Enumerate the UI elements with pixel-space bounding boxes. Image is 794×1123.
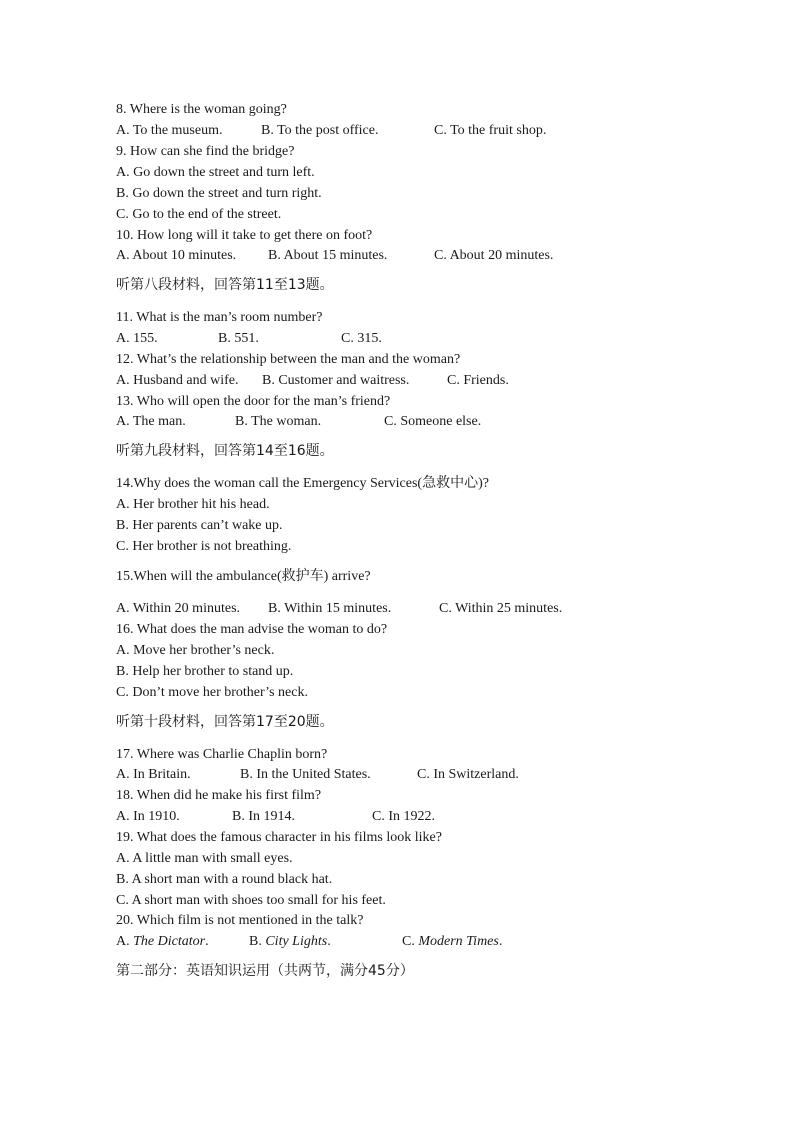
q18-option-b: B. In 1914. — [232, 809, 295, 824]
q20-option-b-prefix: B. — [249, 934, 266, 949]
q11-option-b: B. 551. — [218, 331, 259, 346]
q11-option-a: A. 155. — [116, 331, 158, 346]
q13-option-c: C. Someone else. — [384, 414, 482, 429]
q9-option-b: B. Go down the street and turn right. — [116, 186, 322, 201]
q14-option-a: A. Her brother hit his head. — [116, 497, 270, 512]
q9-option-c: C. Go to the end of the street. — [116, 207, 282, 222]
question-12-stem: 12. What’s the relationship between the man and the woman? — [116, 352, 461, 367]
question-19-stem: 19. What does the famous character in his films look like? — [116, 830, 442, 845]
question-10-stem: 10. How long will it take to get there on foot? — [116, 228, 373, 243]
part-2-heading: 第二部分：英语知识运用（共两节，满分45分） — [116, 963, 414, 979]
question-16-stem: 16. What does the man advise the woman to do? — [116, 622, 388, 637]
q13-option-a: A. The man. — [116, 414, 186, 429]
q8-option-a: A. To the museum. — [116, 123, 223, 138]
q20-option-a-prefix: A. — [116, 934, 134, 949]
q15-option-b: B. Within 15 minutes. — [268, 601, 392, 616]
q20-option-b-title: City Lights — [265, 934, 328, 949]
q8-option-c: C. To the fruit shop. — [434, 123, 547, 138]
q12-option-c: C. Friends. — [447, 373, 509, 388]
q20-option-b-suffix: . — [327, 934, 331, 949]
q20-option-a-title: The Dictator — [133, 934, 206, 949]
q20-option-a-suffix: . — [205, 934, 209, 949]
q8-option-b: B. To the post office. — [261, 123, 379, 138]
q18-option-c: C. In 1922. — [372, 809, 435, 824]
q16-option-a: A. Move her brother’s neck. — [116, 643, 275, 658]
q17-option-c: C. In Switzerland. — [417, 767, 519, 782]
q11-option-c: C. 315. — [341, 331, 382, 346]
q12-option-a: A. Husband and wife. — [116, 373, 239, 388]
q15-option-a: A. Within 20 minutes. — [116, 601, 241, 616]
question-9-stem: 9. How can she find the bridge? — [116, 144, 295, 159]
q13-option-b: B. The woman. — [235, 414, 322, 429]
q20-option-c — [402, 933, 502, 951]
q19-option-c: C. A short man with shoes too small for his feet. — [116, 893, 386, 908]
q10-option-c: C. About 20 minutes. — [434, 248, 554, 263]
q15-option-c: C. Within 25 minutes. — [439, 601, 563, 616]
section-10-heading: 听第十段材料，回答第17至20题。 — [116, 714, 334, 730]
section-8-heading: 听第八段材料，回答第11至13题。 — [116, 277, 334, 293]
q17-option-a: A. In Britain. — [116, 767, 191, 782]
q17-option-b: B. In the United States. — [240, 767, 371, 782]
question-14-stem: 14.Why does the woman call the Emergency Services(急救中心)? — [116, 476, 489, 491]
q16-option-c: C. Don’t move her brother’s neck. — [116, 685, 308, 700]
question-17-stem: 17. Where was Charlie Chaplin born? — [116, 747, 328, 762]
q18-option-a: A. In 1910. — [116, 809, 180, 824]
q14-option-c: C. Her brother is not breathing. — [116, 539, 292, 554]
q12-option-b: B. Customer and waitress. — [262, 373, 410, 388]
q9-option-a: A. Go down the street and turn left. — [116, 165, 315, 180]
section-9-heading: 听第九段材料，回答第14至16题。 — [116, 443, 334, 459]
q19-option-a: A. A little man with small eyes. — [116, 851, 293, 866]
q20-option-b — [249, 933, 331, 951]
q20-option-a — [116, 933, 209, 951]
q19-option-b: B. A short man with a round black hat. — [116, 872, 333, 887]
q20-option-c-prefix: C. — [402, 934, 419, 949]
question-8-stem: 8. Where is the woman going? — [116, 102, 287, 117]
question-20-stem: 20. Which film is not mentioned in the talk? — [116, 913, 364, 928]
q16-option-b: B. Help her brother to stand up. — [116, 664, 294, 679]
q20-option-c-title: Modern Times — [418, 934, 499, 949]
q14-option-b: B. Her parents can’t wake up. — [116, 518, 283, 533]
question-13-stem: 13. Who will open the door for the man’s friend? — [116, 394, 391, 409]
q10-option-b: B. About 15 minutes. — [268, 248, 388, 263]
q10-option-a: A. About 10 minutes. — [116, 248, 237, 263]
q20-option-c-suffix: . — [498, 934, 503, 949]
question-11-stem: 11. What is the man’s room number? — [116, 310, 323, 325]
question-18-stem: 18. When did he make his first film? — [116, 788, 322, 803]
question-15-stem: 15.When will the ambulance(救护车) arrive? — [116, 569, 371, 584]
